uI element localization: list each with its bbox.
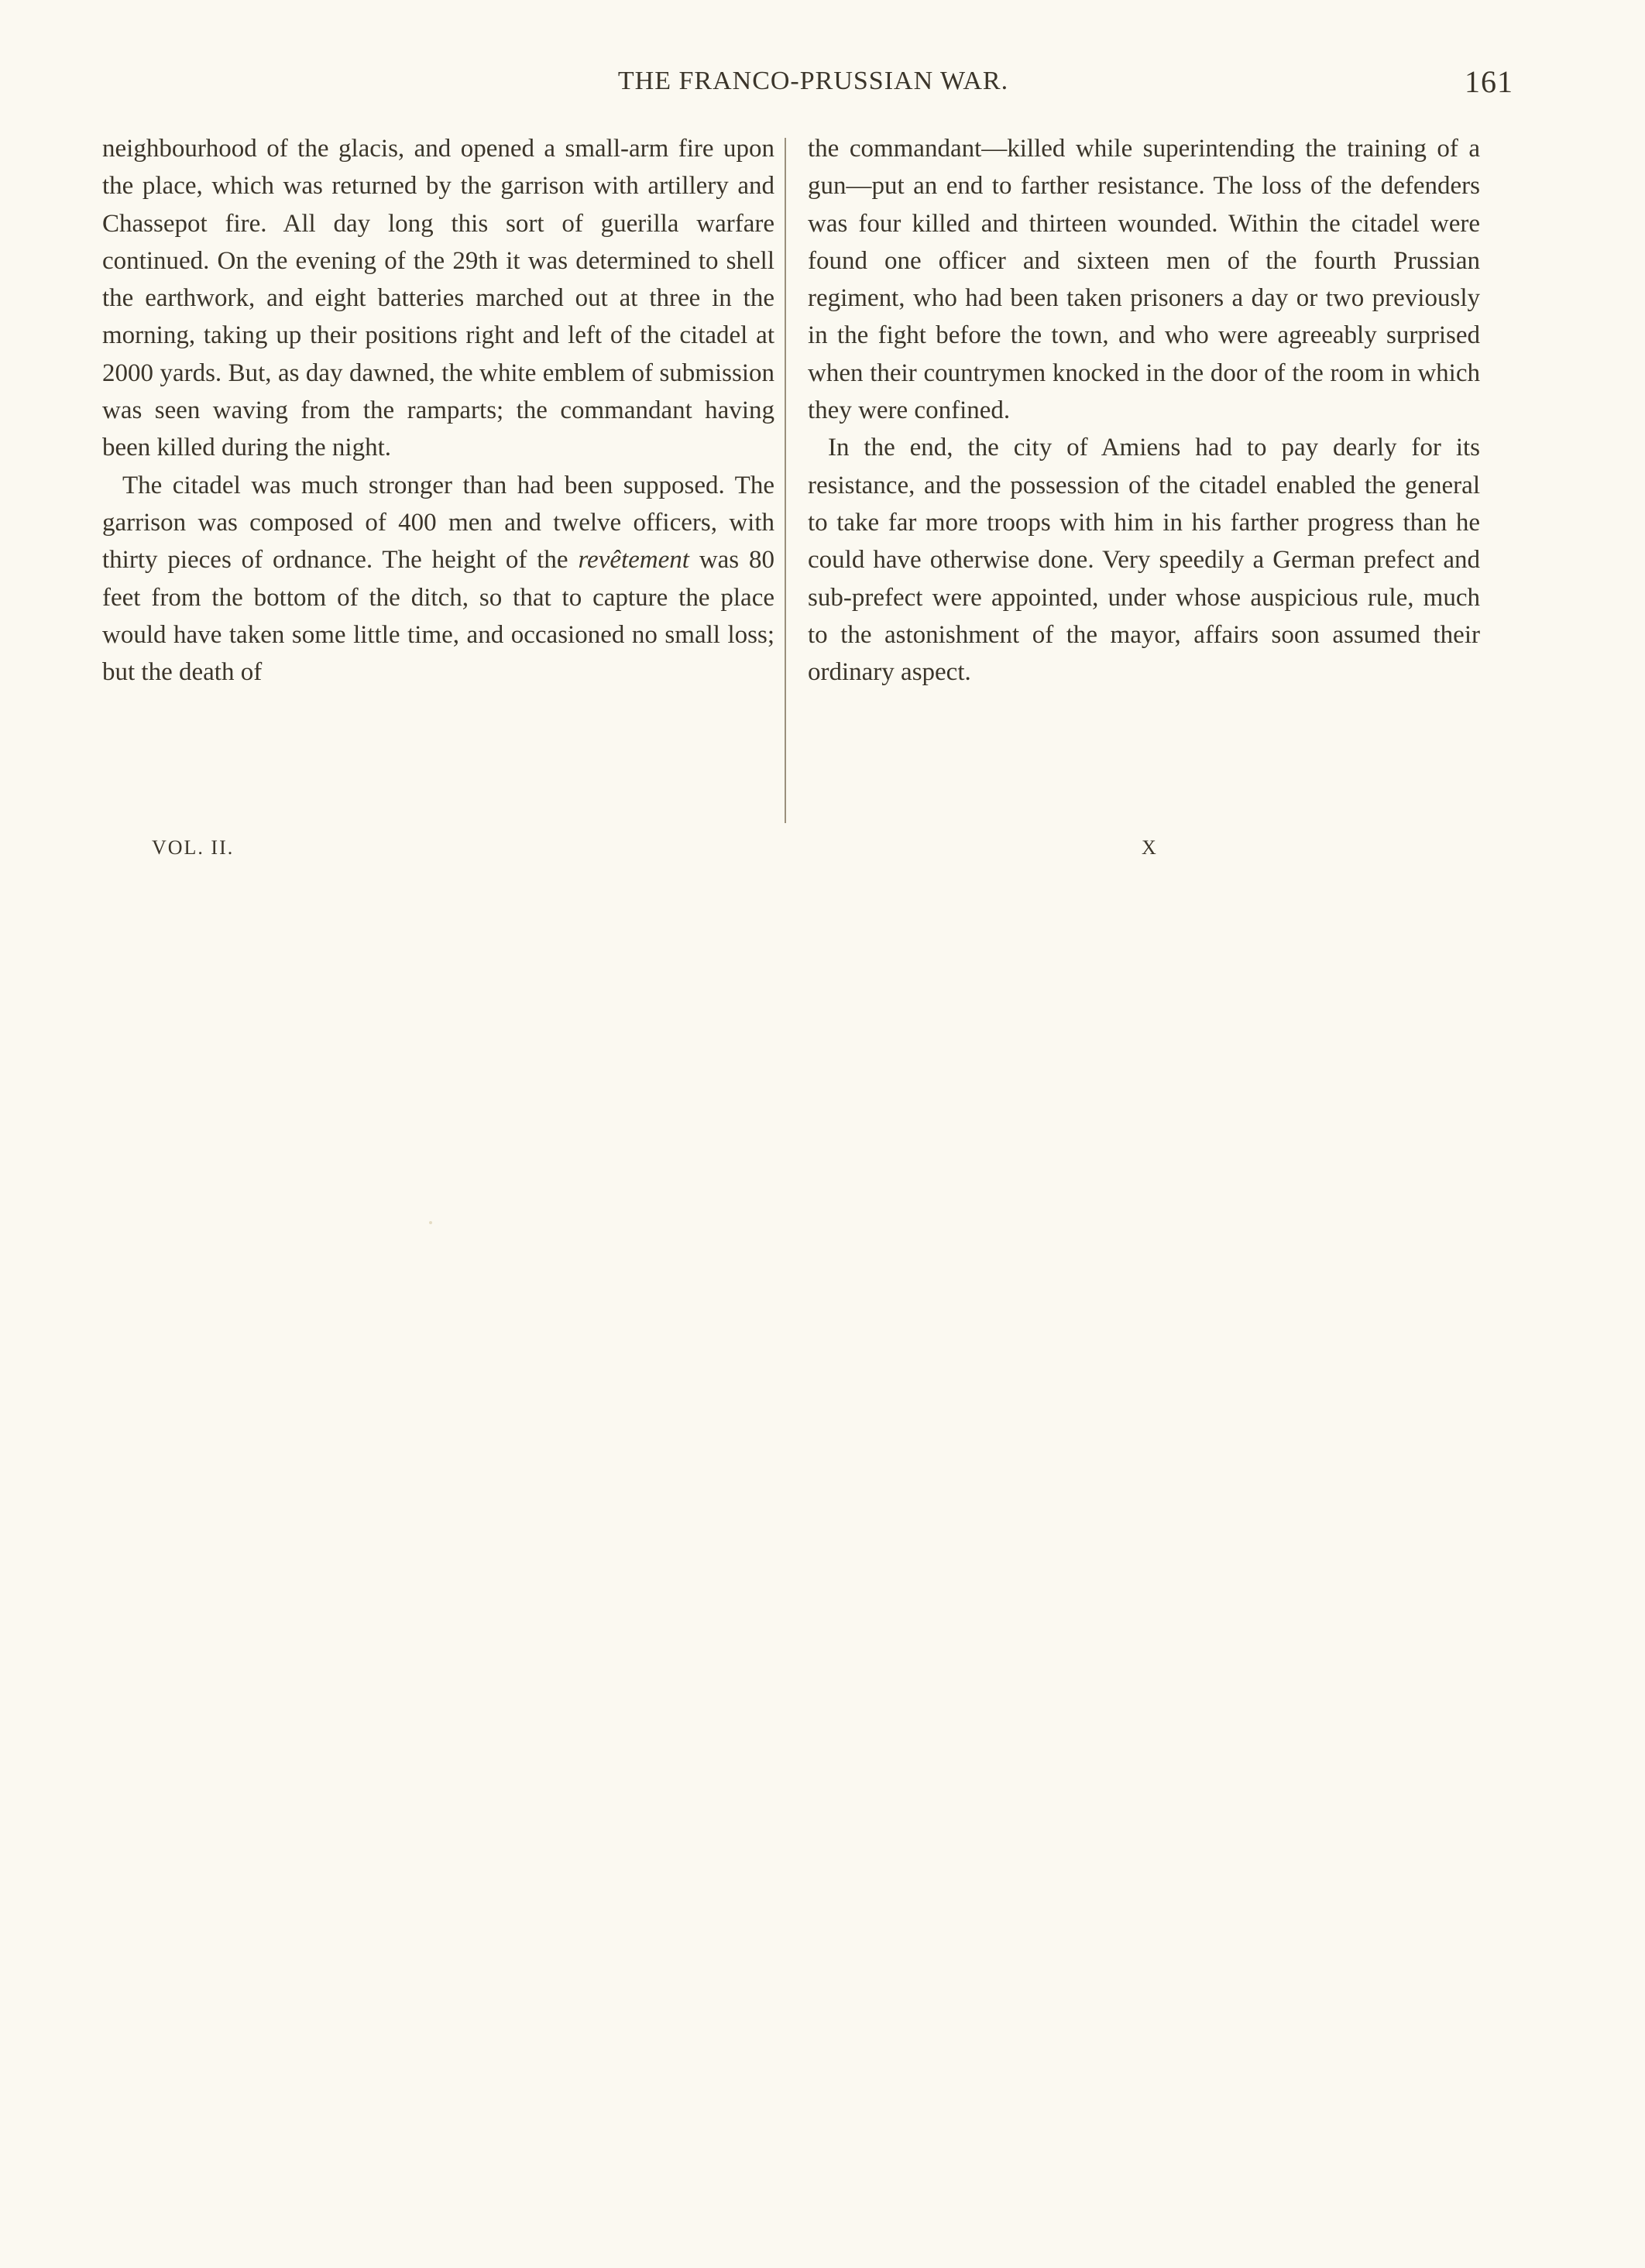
left-paragraph-1: neighbourhood of the glacis, and opened a small-arm fire upon the place, which was returned by the garrison with artillery and Chassepot fire. All day long this sort of guerilla warfare continued. On the evening of the 29th it was determined to shell the earthwork, and eight batteries marched out at three in the morning, taking up their positions right and left of the citadel at 2000 yards. But, as day dawned, the white emblem of submission was seen waving from the ramparts; the commandant having been killed during the night. [102, 135, 774, 462]
volume-mark: VOL. II. [152, 836, 235, 859]
left-column [102, 130, 774, 691]
italic-term: revêtement [578, 546, 689, 575]
left-paragraph-2 [102, 467, 774, 691]
page-number: 161 [1465, 64, 1513, 99]
signature-mark: X [1142, 836, 1158, 859]
right-column [808, 130, 1480, 691]
left-paragraph-2-part-1: The citadel was much stronger than had been supposed. The garrison was composed of 400 men and twelve officers, with thirty pieces of ordnance. The height of the [102, 471, 774, 575]
running-head [124, 64, 1513, 105]
left-paragraph-2-part-2: was 80 feet from the bottom of the ditch, so that to capture the place would have taken some little time, and occasioned no small loss; but the death of [102, 546, 774, 687]
right-paragraph-1: the commandant—killed while superintending the training of a gun—put an end to farther resistance. The loss of the defenders was four killed and thirteen wounded. Within the citadel were found one officer and sixteen men of the fourth Prussian regiment, who had been taken prisoners a day or two previously in the fight before the town, and who were agreeably surprised when their countrymen knocked in the door of the room in which they were confined. [808, 135, 1480, 425]
paper-speck [429, 1221, 432, 1224]
column-divider [785, 138, 786, 823]
right-paragraph-2: In the end, the city of Amiens had to pay dearly for its resistance, and the possession of the citadel enabled the general to take far more troops with him in his farther progress than he could have otherwise done. Very speedily a German prefect and sub-prefect were appointed, under whose auspicious rule, much to the astonishment of the mayor, affairs soon assumed their ordinary aspect. [808, 434, 1480, 687]
running-title: THE FRANCO-PRUSSIAN WAR. [617, 67, 1009, 95]
